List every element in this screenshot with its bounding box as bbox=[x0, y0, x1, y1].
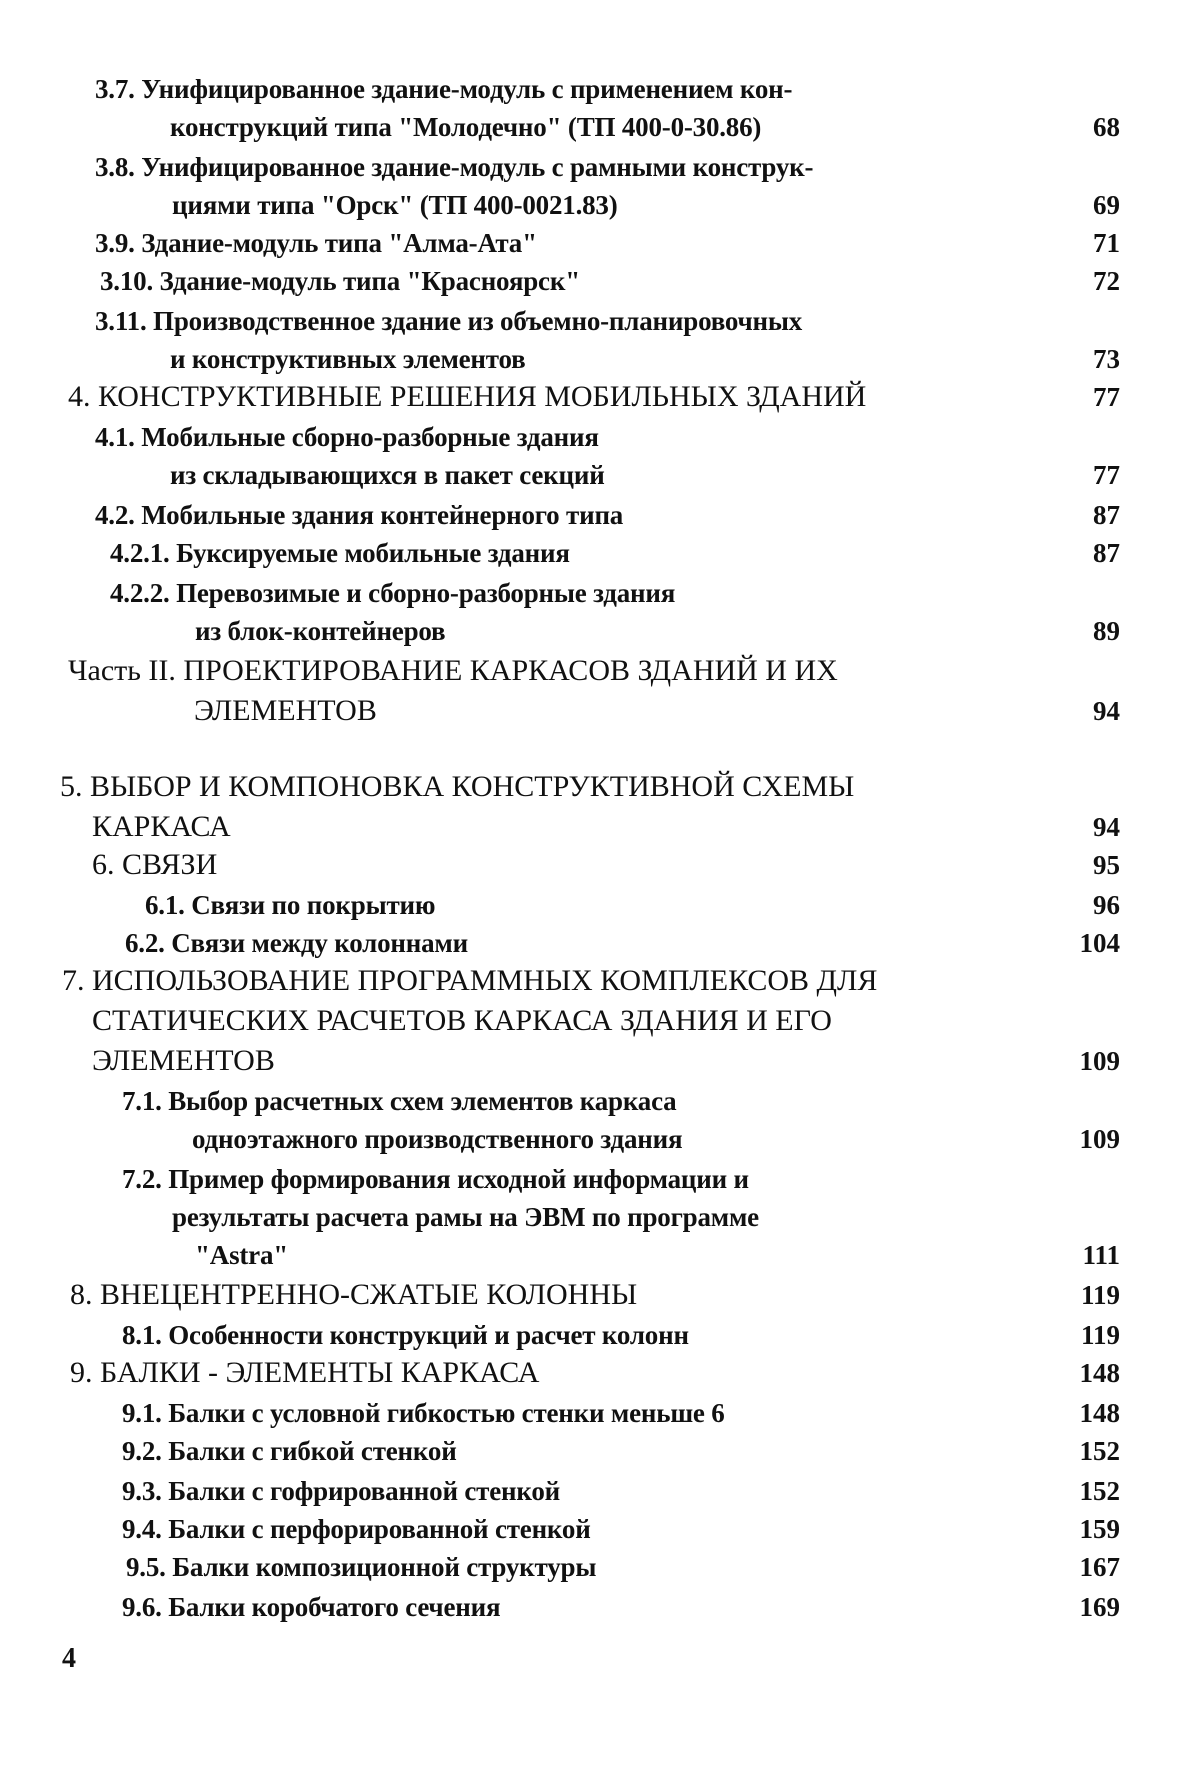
toc-page-number: 87 bbox=[1093, 500, 1120, 530]
toc-entry-line: 9.1. Балки с условной гибкостью стенки меньше 6 bbox=[122, 1398, 725, 1428]
toc-entry-line: 3.7. Унифицированное здание-модуль с применением кон- bbox=[95, 74, 793, 104]
toc-entry-line: 8.1. Особенности конструкций и расчет колонн bbox=[122, 1320, 689, 1350]
toc-entry-line: 4.1. Мобильные сборно-разборные здания bbox=[95, 422, 599, 452]
toc-entry-line: 9.4. Балки с перфорированной стенкой bbox=[122, 1514, 591, 1544]
toc-entry-line: 3.8. Унифицированное здание-модуль с рамными конструк- bbox=[95, 152, 814, 182]
toc-page-number: 119 bbox=[1080, 1280, 1120, 1310]
toc-entry-line: 9.5. Балки композиционной структуры bbox=[126, 1552, 597, 1582]
toc-entry-line: 4.2.2. Перевозимые и сборно-разборные здания bbox=[110, 578, 676, 608]
toc-page-number: 159 bbox=[1079, 1514, 1120, 1544]
toc-entry-line: 3.9. Здание-модуль типа "Алма-Ата" bbox=[95, 228, 537, 258]
toc-page-number: 148 bbox=[1079, 1358, 1120, 1388]
toc-page-number: 71 bbox=[1093, 228, 1120, 258]
toc-entry-line: из блок-контейнеров bbox=[195, 616, 446, 646]
toc-entry-line: 7.1. Выбор расчетных схем элементов каркаса bbox=[122, 1086, 677, 1116]
toc-page-number: 72 bbox=[1093, 266, 1120, 296]
toc-page-number: 69 bbox=[1093, 190, 1120, 220]
toc-entry-line: из складывающихся в пакет секций bbox=[170, 460, 605, 490]
toc-entry-line: 4. КОНСТРУКТИВНЫЕ РЕШЕНИЯ МОБИЛЬНЫХ ЗДАНИЙ bbox=[68, 380, 867, 413]
toc-entry-line: 6. СВЯЗИ bbox=[92, 848, 218, 881]
toc-entry-line: 3.10. Здание-модуль типа "Красноярск" bbox=[100, 266, 580, 296]
toc-page-number: 94 bbox=[1093, 696, 1120, 726]
toc-entry-line: циями типа "Орск" (ТП 400-0021.83) bbox=[172, 190, 618, 220]
toc-entry-line: 4.2. Мобильные здания контейнерного типа bbox=[95, 500, 624, 530]
toc-page-number: 94 bbox=[1093, 812, 1120, 842]
toc-entry-line: 5. ВЫБОР И КОМПОНОВКА КОНСТРУКТИВНОЙ СХЕМЫ bbox=[60, 770, 855, 803]
toc-entry-line: 9.6. Балки коробчатого сечения bbox=[122, 1592, 501, 1622]
toc-entry-line: конструкций типа "Молодечно" (ТП 400-0-30.86) bbox=[170, 112, 762, 142]
toc-entry-line: 9. БАЛКИ - ЭЛЕМЕНТЫ КАРКАСА bbox=[70, 1356, 540, 1389]
toc-entry-line: 6.2. Связи между колоннами bbox=[125, 928, 468, 958]
toc-page-number: 109 bbox=[1079, 1124, 1120, 1154]
toc-page-number: 167 bbox=[1079, 1552, 1120, 1582]
toc-page-number: 148 bbox=[1079, 1398, 1120, 1428]
toc-entry-line: 7.2. Пример формирования исходной информации и bbox=[122, 1164, 749, 1194]
toc-page-number: 95 bbox=[1093, 850, 1120, 880]
toc-entry-line: КАРКАСА bbox=[92, 810, 231, 843]
toc-entry-line: 3.11. Производственное здание из объемно-планировочных bbox=[95, 306, 803, 336]
toc-entry-line: результаты расчета рамы на ЭВМ по программе bbox=[172, 1202, 759, 1232]
toc-entry-line: "Astra" bbox=[195, 1240, 289, 1270]
toc-entry-line: 4.2.1. Буксируемые мобильные здания bbox=[110, 538, 570, 568]
toc-entry-line: ЭЛЕМЕНТОВ bbox=[92, 1044, 275, 1077]
toc-page-number: 152 bbox=[1079, 1436, 1120, 1466]
toc-entry-line: и конструктивных элементов bbox=[170, 344, 526, 374]
toc-page-number: 152 bbox=[1079, 1476, 1120, 1506]
toc-entry-line: 7. ИСПОЛЬЗОВАНИЕ ПРОГРАММНЫХ КОМПЛЕКСОВ ДЛЯ bbox=[62, 964, 878, 997]
page-number: 4 bbox=[62, 1643, 76, 1674]
toc-page-number: 104 bbox=[1079, 928, 1120, 958]
toc-page-number: 96 bbox=[1093, 890, 1120, 920]
toc-page-number: 89 bbox=[1093, 616, 1120, 646]
toc-page-number: 111 bbox=[1082, 1240, 1120, 1270]
toc-page-number: 109 bbox=[1079, 1046, 1120, 1076]
toc-page-number: 68 bbox=[1093, 112, 1120, 142]
toc-page-number: 73 bbox=[1093, 344, 1120, 374]
toc-entry-line: 9.3. Балки с гофрированной стенкой bbox=[122, 1476, 561, 1506]
toc-entry-line: ЭЛЕМЕНТОВ bbox=[194, 694, 377, 727]
toc-entry-line: одноэтажного производственного здания bbox=[192, 1124, 683, 1154]
toc-entry-line: СТАТИЧЕСКИХ РАСЧЕТОВ КАРКАСА ЗДАНИЯ И ЕГО bbox=[92, 1004, 832, 1037]
toc-page-number: 169 bbox=[1079, 1592, 1120, 1622]
toc-entry-line: Часть II. ПРОЕКТИРОВАНИЕ КАРКАСОВ ЗДАНИЙ И ИХ bbox=[68, 654, 838, 687]
toc-page-number: 119 bbox=[1080, 1320, 1120, 1350]
toc-page-number: 77 bbox=[1093, 382, 1120, 412]
toc-page-number: 87 bbox=[1093, 538, 1120, 568]
toc-entry-line: 9.2. Балки с гибкой стенкой bbox=[122, 1436, 457, 1466]
toc-entry-line: 8. ВНЕЦЕНТРЕННО-СЖАТЫЕ КОЛОННЫ bbox=[70, 1278, 638, 1311]
toc-page-number: 77 bbox=[1093, 460, 1120, 490]
toc-entry-line: 6.1. Связи по покрытию bbox=[145, 890, 436, 920]
